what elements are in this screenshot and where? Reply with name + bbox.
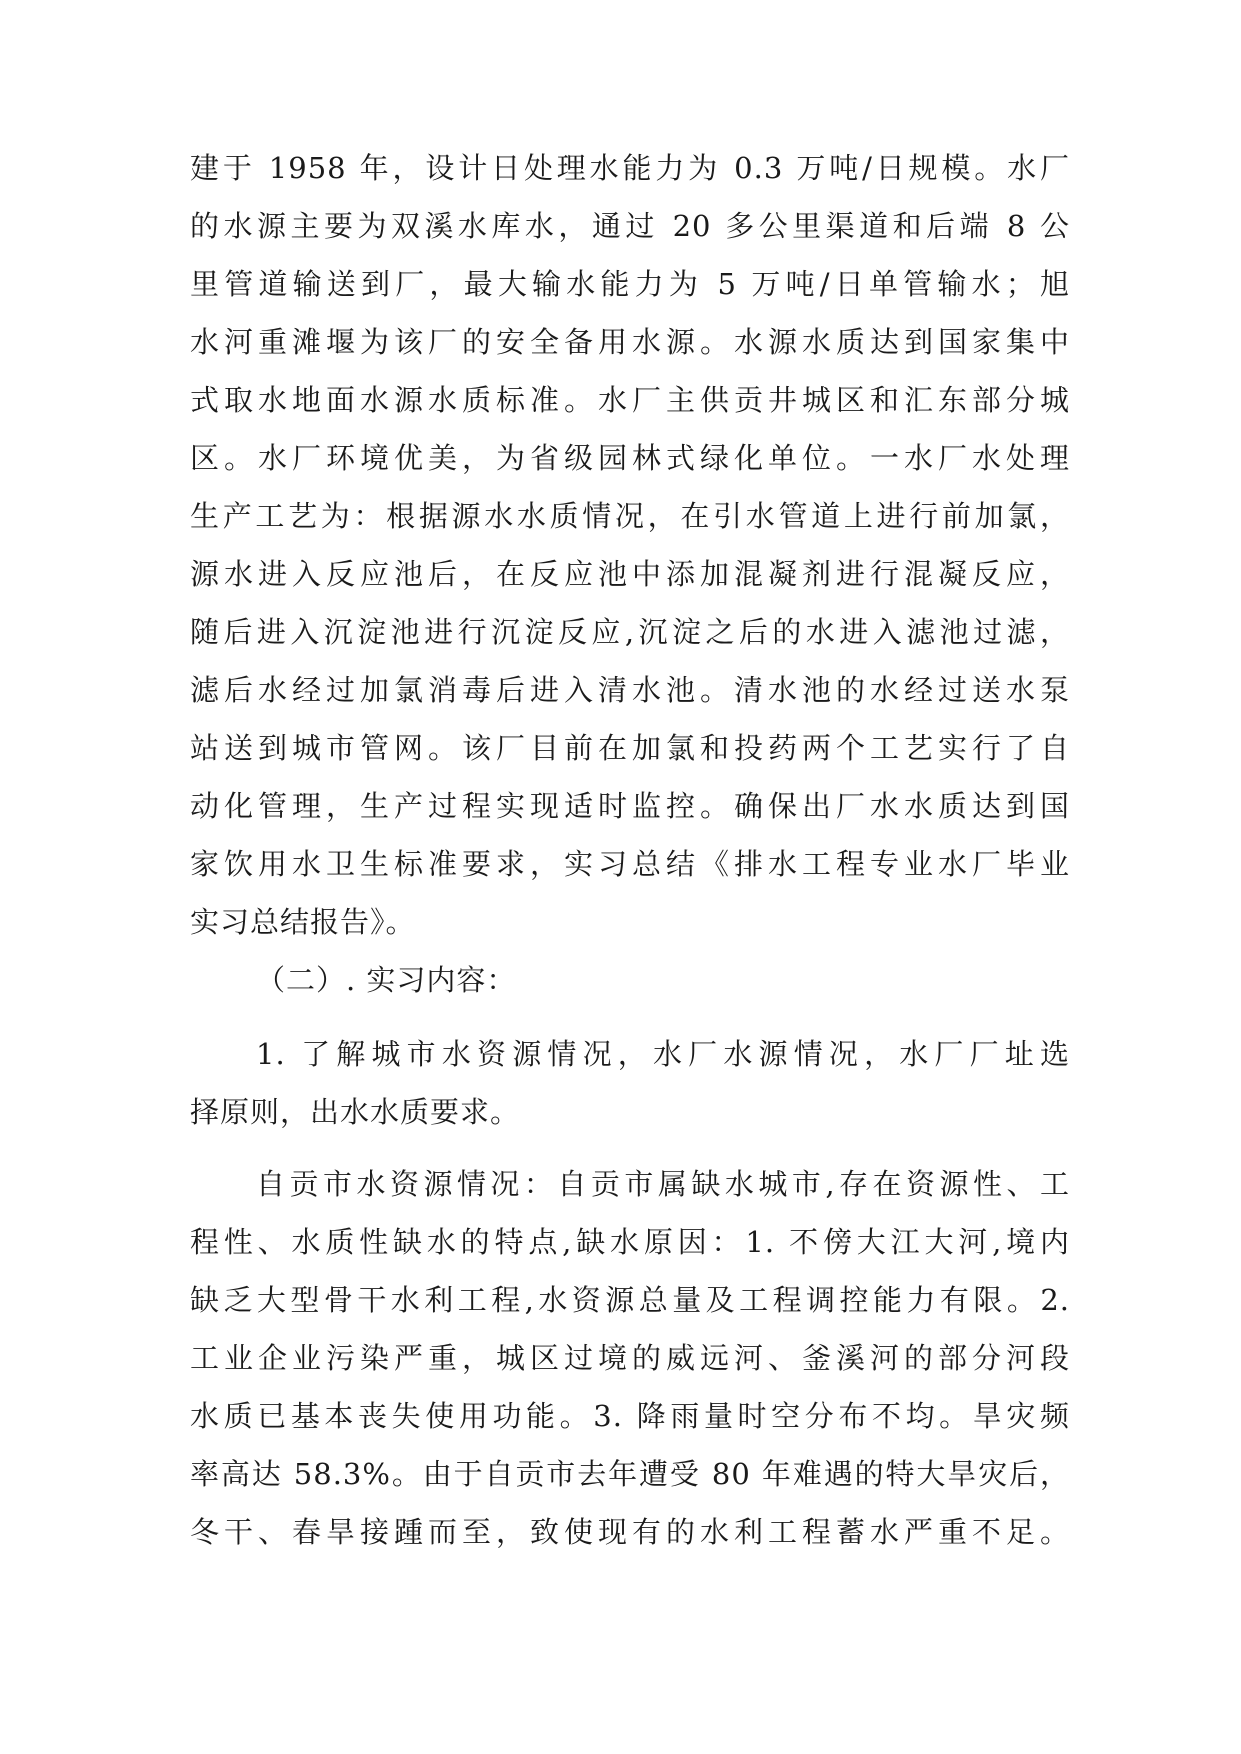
text-line: 里管道输送到厂，最大输水能力为 5 万吨/日单管输水；旭 — [190, 267, 1070, 301]
text-line: 择原则，出水水质要求。 — [190, 1095, 521, 1129]
text-line: 的水源主要为双溪水库水，通过 20 多公里渠道和后端 8 公 — [190, 209, 1070, 243]
text-line: 水质已基本丧失使用功能。3. 降雨量时空分布不均。旱灾频 — [190, 1399, 1070, 1433]
text-line: 动化管理，生产过程实现适时监控。确保出厂水水质达到国 — [190, 789, 1070, 823]
text-line: 随后进入沉淀池进行沉淀反应,沉淀之后的水进入滤池过滤， — [190, 615, 1070, 649]
section-heading: （二）. 实习内容： — [256, 963, 517, 997]
text-line: 源水进入反应池后，在反应池中添加混凝剂进行混凝反应， — [190, 557, 1070, 591]
text-line: 冬干、春旱接踵而至，致使现有的水利工程蓄水严重不足。 — [190, 1515, 1070, 1549]
text-line: 水河重滩堰为该厂的安全备用水源。水源水质达到国家集中 — [190, 325, 1070, 359]
text-line: 自贡市水资源情况：自贡市属缺水城市,存在资源性、工 — [256, 1167, 1070, 1201]
text-line: 缺乏大型骨干水利工程,水资源总量及工程调控能力有限。2. — [190, 1283, 1070, 1317]
text-line: 生产工艺为：根据源水水质情况，在引水管道上进行前加氯， — [190, 499, 1070, 533]
text-line: 家饮用水卫生标准要求，实习总结《排水工程专业水厂毕业 — [190, 847, 1070, 881]
text-line: 工业企业污染严重，城区过境的威远河、釜溪河的部分河段 — [190, 1341, 1070, 1375]
text-line: 式取水地面水源水质标准。水厂主供贡井城区和汇东部分城 — [190, 383, 1070, 417]
text-line: 率高达 58.3%。由于自贡市去年遭受 80 年难遇的特大旱灾后， — [190, 1457, 1070, 1491]
text-line: 区。水厂环境优美，为省级园林式绿化单位。一水厂水处理 — [190, 441, 1070, 475]
text-line: 1. 了解城市水资源情况，水厂水源情况，水厂厂址选 — [256, 1037, 1070, 1071]
text-line: 滤后水经过加氯消毒后进入清水池。清水池的水经过送水泵 — [190, 673, 1070, 707]
text-line: 实习总结报告》。 — [190, 905, 416, 939]
text-line: 站送到城市管网。该厂目前在加氯和投药两个工艺实行了自 — [190, 731, 1070, 765]
text-line: 建于 1958 年，设计日处理水能力为 0.3 万吨/日规模。水厂 — [190, 151, 1070, 185]
text-line: 程性、水质性缺水的特点,缺水原因：1. 不傍大江大河,境内 — [190, 1225, 1070, 1259]
